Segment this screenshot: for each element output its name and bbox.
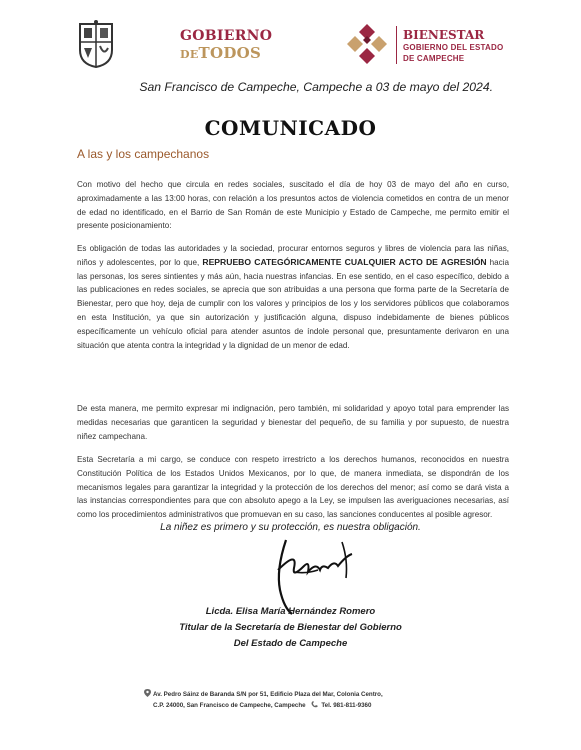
location-pin-icon	[144, 689, 151, 697]
state-seal-icon	[76, 20, 116, 68]
address-line-1: Av. Pedro Sáinz de Baranda S/N por 51, Edificio Plaza del Mar, Colonia Centro,	[153, 691, 383, 698]
signature-block	[0, 604, 581, 652]
bienestar-subtitle-1: GOBIERNO DEL ESTADO	[403, 43, 504, 52]
bienestar-title: BIENESTAR	[403, 28, 485, 42]
phone-icon	[311, 701, 319, 708]
footer-address	[144, 689, 383, 711]
phone-number: Tel. 981-811-9360	[321, 702, 372, 709]
signatory-name: Licda. Elisa María Hernández Romero	[205, 606, 376, 617]
closing-statement: La niñez es primero y su protección, es nuestra obligación.	[160, 522, 421, 533]
signatory-position-1: Titular de la Secretaría de Bienestar del Gobierno	[179, 622, 402, 633]
paragraph-2-end: hacia las personas, los seres sintientes y más aún, hacia nuestras infancias. En ese sentido, en el caso específico, debido a las publicaciones en redes sociales, se aprecia que son atribuidas a una persona que forma parte de la Secretaría de Bienestar, pero que hoy, deja de cumplir con los valores y principios de los y los servidores públicos que colaboramos en esta Institución, ya que sin autorización y justificación alguna, dispuso indebidamente de bienes públicos específicamente un vehículo oficial para atender asuntos de índole personal que, presuntamente derivaron en una situación que atenta contra la integridad y la dignidad de un menor de edad.	[77, 257, 510, 350]
bienestar-text-block	[403, 28, 503, 64]
paragraph-2-start: Es obligación de todas las autoridades y la sociedad, procurar entornos seguros y libres de violencia para las niñas, niños y adolescentes, por lo que,	[77, 244, 509, 267]
gobierno-de-todos-logo	[180, 28, 273, 63]
logo-divider	[396, 26, 397, 64]
paragraph-2	[77, 242, 509, 352]
place-date: San Francisco de Campeche, Campeche a 03 de mayo del 2024.	[139, 80, 493, 94]
bienestar-subtitle-2: DE CAMPECHE	[403, 54, 465, 63]
de-text: DE	[180, 48, 199, 61]
gobierno-text: GOBIERNO	[180, 28, 273, 44]
address-line-2: C.P. 24000, San Francisco de Campeche, Campeche	[153, 702, 306, 709]
document-title: COMUNICADO	[204, 116, 377, 140]
letterhead	[0, 14, 581, 74]
signatory-position-2: Del Estado de Campeche	[233, 638, 348, 649]
salutation: A las y los campechanos	[77, 147, 210, 161]
bienestar-logo-icon	[345, 22, 389, 66]
paragraph-4: Esta Secretaría a mi cargo, se conduce con respeto irrestricto a los derechos humanos, reconocidos en nuestra Constitución Política de los Estados Unidos Mexicanos, por lo que, de manera inmediata, se dispondrán de los mecanismos legales para garantizar la integridad y la protección de los derechos del menor; así como se dará vista a las instancias correspondientes para que con absoluto apego a la Ley, se impulsen las averiguaciones necesarias, así como los procedimientos administrativos que promuevan en su caso, las sanciones conducentes al posible agresor.	[77, 455, 509, 520]
paragraph-2-emphasis: REPRUEBO CATEGÓRICAMENTE CUALQUIER ACTO DE AGRESIÓN	[202, 256, 487, 267]
paragraph-3: De esta manera, me permito expresar mi indignación, pero también, mi solidaridad y apoyo total para emprender las medidas necesarias que garanticen la seguridad y bienestar del pequeño, de su familia y por supuesto, de nuestra niñez campechana.	[77, 404, 509, 441]
todos-text: TODOS	[198, 44, 262, 62]
paragraph-1: Con motivo del hecho que circula en redes sociales, suscitado el día de hoy 03 de mayo del año en curso, aproximadamente a las 13:00 horas, con relación a los presuntos actos de violencia cometidos en contra de un menor de edad no identificado, en el Barrio de San Román de este Municipio y Estado de Campeche, me permito emitir el presente posicionamiento:	[77, 180, 509, 231]
